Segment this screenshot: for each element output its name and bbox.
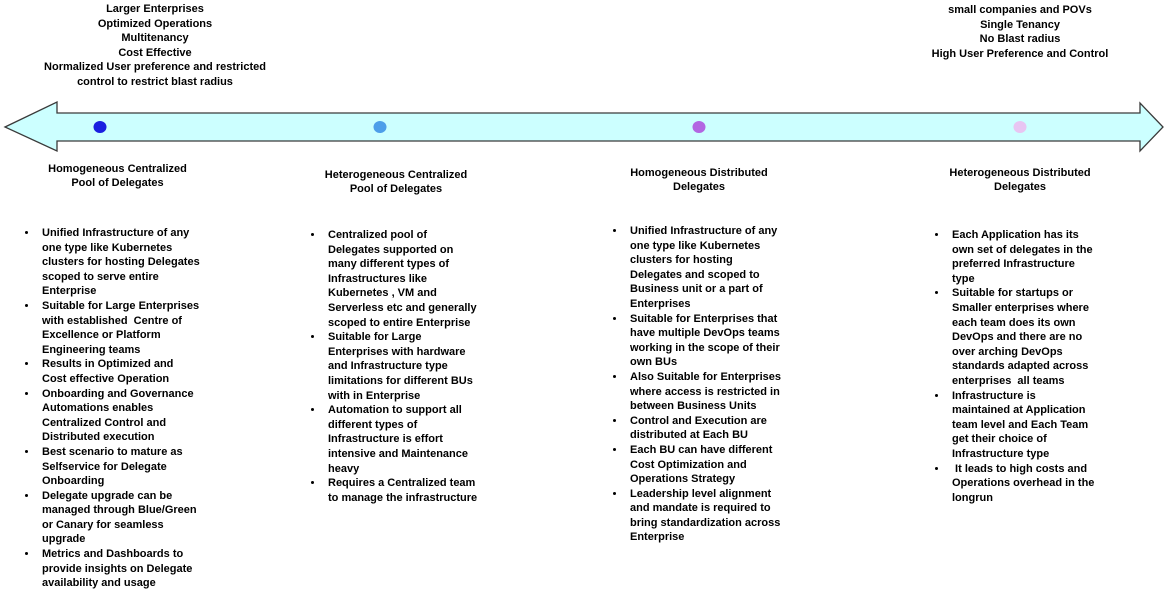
bullet-item: • Onboarding and Governance Automations enables Centralized Control and Distributed execution	[38, 387, 215, 445]
column-homogeneous-centralized	[20, 162, 215, 591]
column-bullet-list	[300, 228, 492, 505]
homogeneous-centralized-dot	[94, 121, 107, 133]
column-title: Homogeneous Centralized Pool of Delegates	[48, 163, 187, 189]
bullet-item: • Leadership level alignment and mandate is required to bring standardization across Enterprise	[626, 487, 795, 545]
bullet-item: • Best scenario to mature as Selfservice for Delegate Onboarding	[38, 445, 215, 489]
column-homogeneous-distributed	[603, 166, 795, 545]
bullet-item: • Control and Execution are distributed at Each BU	[626, 414, 795, 443]
bullet-item: • Unified Infrastructure of any one type like Kubernetes clusters for hosting Delegates and scoped to Business unit or a part of Enterprises	[626, 224, 795, 312]
bullet-item: • Automation to support all different types of Infrastructure is effort intensive and Maintenance heavy	[324, 403, 492, 476]
bullet-item: • Metrics and Dashboards to provide insights on Delegate availability and usage	[38, 547, 215, 591]
bullet-item: • Unified Infrastructure of any one type like Kubernetes clusters for hosting Delegates scoped to serve entire Enterprise	[38, 226, 215, 299]
column-title: Heterogeneous Distributed Delegates	[949, 167, 1091, 193]
bullet-item: • Also Suitable for Enterprises where access is restricted in between Business Units	[626, 370, 795, 414]
bullet-item: • Suitable for Large Enterprises with established Centre of Excellence or Platform Engineering teams	[38, 299, 215, 357]
bullet-item: • Infrastructure is maintained at Application team level and Each Team get their choice of Infrastructure type	[948, 389, 1116, 462]
bullet-item: • Delegate upgrade can be managed through Blue/Green or Canary for seamless upgrade	[38, 489, 215, 547]
double-headed-arrow-shape	[5, 102, 1163, 151]
column-title: Homogeneous Distributed Delegates	[630, 167, 768, 193]
bullet-item: • It leads to high costs and Operations overhead in the longrun	[948, 462, 1116, 506]
column-bullet-list	[924, 228, 1116, 505]
spectrum-right-endpoint-label: small companies and POVs Single Tenancy No Blast radius High User Preference and Control	[931, 4, 1109, 60]
bullet-item: • Suitable for startups or Smaller enterprises where each team does its own DevOps and there are no over arching DevOps standards adapted across enterprises all teams	[948, 286, 1116, 388]
bullet-item: • Each Application has its own set of delegates in the preferred Infrastructure type	[948, 228, 1116, 286]
column-bullet-list	[20, 226, 215, 591]
bullet-item: • Suitable for Enterprises that have multiple DevOps teams working in the scope of their own BUs	[626, 312, 795, 370]
column-bullet-list	[603, 224, 795, 545]
bullet-item: • Suitable for Large Enterprises with hardware and Infrastructure type limitations for different BUs with in Enterprise	[324, 330, 492, 403]
bullet-item: • Centralized pool of Delegates supported on many different types of Infrastructures like Kubernetes , VM and Serverless etc and generally scoped to entire Enterprise	[324, 228, 492, 330]
bullet-item: • Results in Optimized and Cost effective Operation	[38, 357, 215, 386]
spectrum-left-endpoint-label: Larger Enterprises Optimized Operations Multitenancy Cost Effective Normalized User preference and restricted control to restrict blast radius	[44, 3, 266, 88]
bullet-item: • Requires a Centralized team to manage the infrastructure	[324, 476, 492, 505]
column-heterogeneous-distributed	[924, 166, 1116, 505]
bullet-item: • Each BU can have different Cost Optimization and Operations Strategy	[626, 443, 795, 487]
column-title: Heterogeneous Centralized Pool of Delegates	[324, 169, 468, 195]
homogeneous-distributed-dot	[693, 121, 706, 133]
heterogeneous-centralized-dot	[374, 121, 387, 133]
heterogeneous-distributed-dot	[1014, 121, 1027, 133]
column-heterogeneous-centralized	[300, 168, 492, 505]
